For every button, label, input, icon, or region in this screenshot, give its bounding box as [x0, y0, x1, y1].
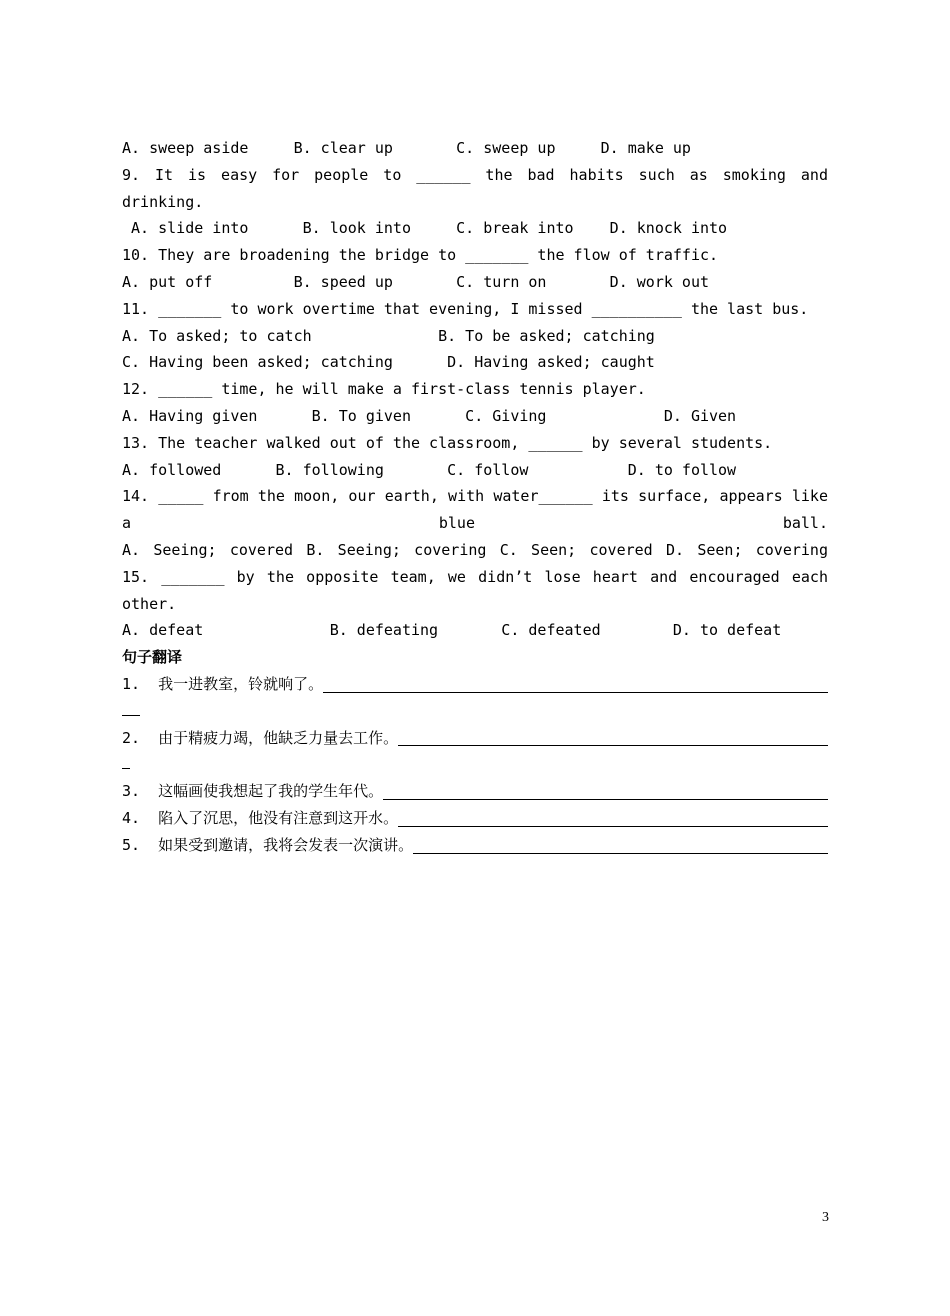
- translation-prompt: 如果受到邀请，我将会发表一次演讲。: [158, 835, 414, 854]
- answer-blank[interactable]: [398, 825, 828, 827]
- q11-stem: 11. _______ to work overtime that evening, I missed __________ the last bus.: [122, 299, 809, 318]
- q14-stem: 14. _____ from the moon, our earth, with water______ its surface, appears like a blue ball.: [122, 487, 828, 533]
- q11-options-cd: C. Having been asked; catching D. Having asked; caught: [122, 353, 655, 372]
- answer-blank[interactable]: [413, 852, 828, 854]
- translation-heading: 句子翻译: [122, 648, 183, 667]
- q10-stem: 10. They are broadening the bridge to _______ the flow of traffic.: [122, 246, 719, 265]
- translation-number: 5.: [122, 835, 159, 854]
- q10-options: A. put off B. speed up C. turn on D. work out: [122, 272, 709, 291]
- q8-options: A. sweep aside B. clear up C. sweep up D. make up: [122, 139, 691, 157]
- q15-stem: 15. _______ by the opposite team, we didn’t lose heart and encouraged each other.: [122, 567, 828, 613]
- q9-stem: 9. It is easy for people to ______ the bad habits such as smoking and drinking.: [122, 165, 828, 211]
- translation-number: 1.: [122, 674, 159, 693]
- q12-options: A. Having given B. To given C. Giving D. Given: [122, 406, 737, 425]
- q15-options: A. defeat B. defeating C. defeated D. to defeat: [122, 621, 782, 640]
- translation-prompt: 我一进教室，铃就响了。: [158, 674, 324, 693]
- answer-blank[interactable]: [323, 691, 828, 693]
- translation-number: 3.: [122, 782, 159, 801]
- translation-item: [122, 805, 828, 832]
- answer-blank[interactable]: [398, 744, 828, 746]
- answer-blank-stub: [122, 767, 130, 769]
- page-number: 3: [822, 1210, 829, 1225]
- translation-prompt: 这幅画使我想起了我的学生年代。: [158, 782, 384, 801]
- q13-options: A. followed B. following C. follow D. to follow: [122, 460, 737, 479]
- translation-item: [122, 832, 828, 859]
- translation-prompt: 由于精疲力竭，他缺乏力量去工作。: [158, 728, 399, 747]
- q13-stem: 13. The teacher walked out of the classroom, ______ by several students.: [122, 433, 773, 452]
- answer-blank-continuation: [122, 751, 828, 778]
- translation-prompt: 陷入了沉思，他没有注意到这开水。: [158, 808, 399, 827]
- translation-item: [122, 725, 828, 752]
- q11-options-ab: A. To asked; to catch B. To be asked; catching: [122, 326, 655, 345]
- translation-number: 4.: [122, 808, 159, 827]
- q9-options: A. slide into B. look into C. break into D. knock into: [122, 219, 728, 238]
- translation-item: [122, 671, 828, 698]
- translation-item: [122, 778, 828, 805]
- translation-number: 2.: [122, 728, 159, 747]
- answer-blank-continuation: [122, 698, 828, 725]
- q14-options: A. Seeing; covered B. Seeing; covering C. Seen; covered D. Seen; covering: [122, 540, 828, 559]
- answer-blank[interactable]: [383, 798, 828, 800]
- worksheet-content: [122, 135, 828, 859]
- answer-blank-stub: [122, 714, 140, 716]
- q12-stem: 12. ______ time, he will make a first-class tennis player.: [122, 380, 646, 399]
